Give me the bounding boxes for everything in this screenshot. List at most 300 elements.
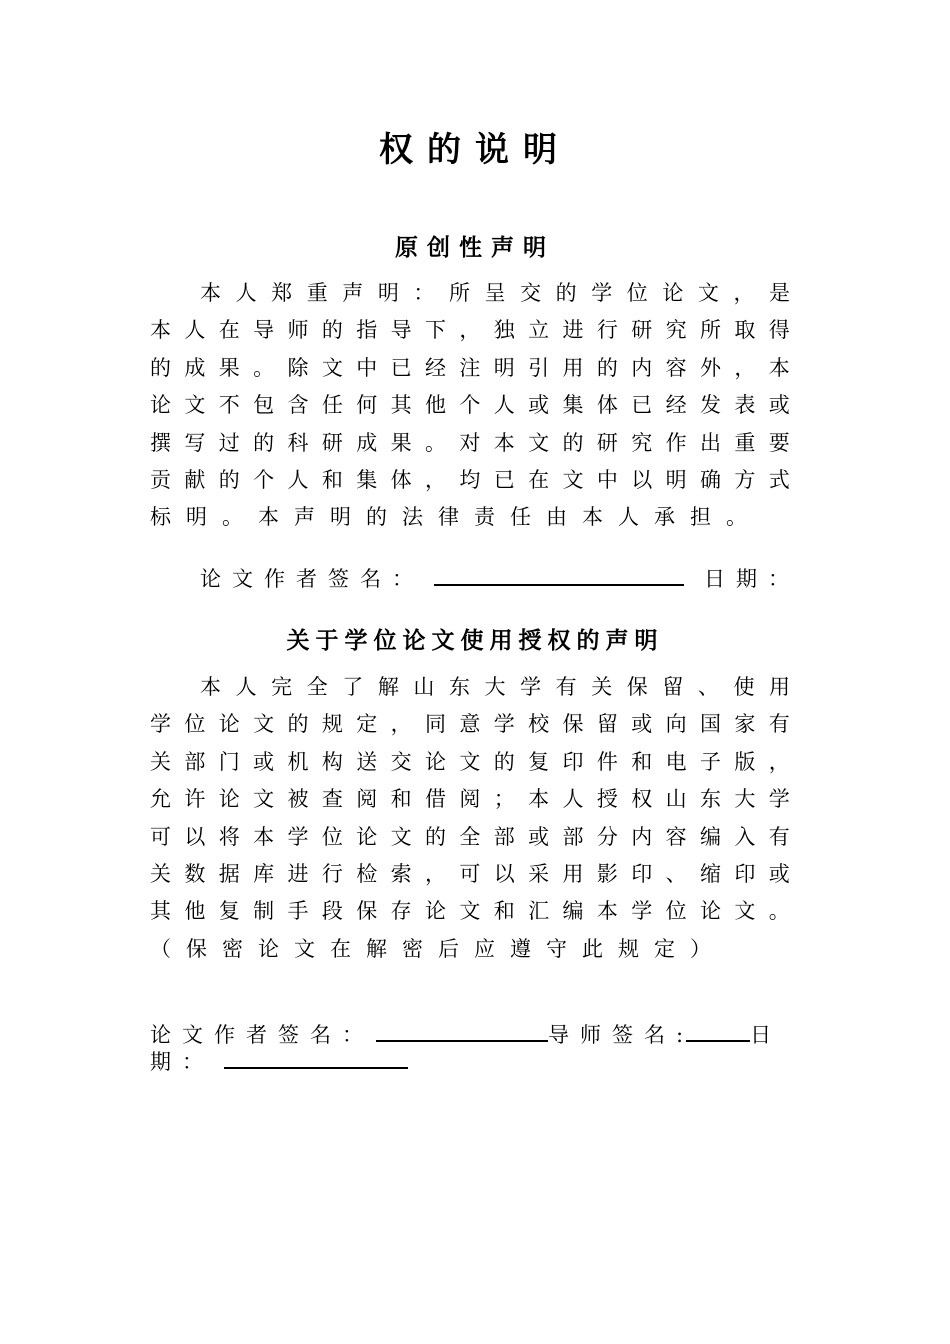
char: 进	[287, 861, 309, 886]
char: 在	[218, 318, 240, 343]
authorization-signature-row	[150, 1020, 771, 1050]
char: 文	[734, 899, 756, 924]
char: 或	[768, 393, 790, 418]
char: 或	[631, 712, 653, 737]
char: 缩	[700, 861, 721, 886]
char: 要	[768, 430, 790, 455]
char: 科	[287, 430, 309, 455]
char: 文	[528, 430, 550, 455]
char: 写	[184, 430, 206, 455]
char: 人	[493, 393, 515, 418]
char: 以	[631, 467, 653, 492]
char: 究	[665, 318, 687, 343]
char: 本	[253, 824, 275, 849]
date-label-part2: 期：	[150, 1050, 214, 1074]
char: 学	[591, 281, 613, 305]
char: 机	[287, 749, 309, 774]
char: 。	[768, 899, 790, 924]
char: 撰	[150, 430, 171, 455]
char: 本	[493, 430, 515, 455]
authorization-date-row	[150, 1047, 408, 1077]
char: 将	[218, 824, 240, 849]
author-signature-label: 论文作者签名：	[150, 1023, 374, 1047]
char: 文	[321, 355, 343, 380]
char: 有	[555, 675, 577, 699]
char: ）	[690, 936, 711, 961]
char: 后	[438, 936, 459, 961]
char: 索	[390, 861, 412, 886]
paragraph-line	[150, 893, 790, 930]
char: ；	[493, 787, 515, 812]
char: 存	[390, 899, 412, 924]
char: 责	[474, 505, 495, 530]
char: 内	[631, 355, 653, 380]
char: 外	[700, 355, 721, 380]
char: 或	[768, 861, 790, 886]
char: 明	[186, 505, 207, 530]
char: 段	[321, 899, 343, 924]
originality-heading: 原创性声明	[395, 234, 555, 261]
char: 担	[690, 505, 711, 530]
char: 留	[662, 675, 684, 699]
originality-paragraph	[150, 275, 790, 537]
char: 学	[768, 787, 790, 812]
char: 留	[596, 712, 618, 737]
author-signature-line	[434, 564, 684, 586]
char: 学	[520, 675, 542, 699]
char: 、	[697, 675, 719, 699]
paragraph-line	[150, 781, 790, 818]
char: 许	[184, 787, 206, 812]
char: 校	[528, 712, 550, 737]
char: 大	[484, 675, 506, 699]
char: 注	[459, 355, 481, 380]
char: 了	[342, 675, 364, 699]
char: 人	[184, 318, 206, 343]
char: 位	[321, 824, 343, 849]
char: 贡	[150, 467, 171, 492]
char: 经	[665, 393, 687, 418]
char: （	[150, 936, 171, 961]
char: 解	[366, 936, 387, 961]
char: 可	[459, 861, 481, 886]
char: 何	[356, 393, 378, 418]
char: 此	[582, 936, 603, 961]
char: ，	[734, 355, 756, 380]
char: 论	[662, 281, 684, 305]
char: 人	[235, 281, 257, 305]
char: 编	[700, 824, 721, 849]
char: 除	[287, 355, 309, 380]
char: 可	[150, 824, 171, 849]
char: 本	[528, 787, 550, 812]
char: 人	[287, 467, 309, 492]
char: 研	[631, 318, 653, 343]
char: 密	[222, 936, 243, 961]
char: 学	[493, 712, 515, 737]
char: 明	[377, 281, 399, 305]
paragraph-line	[150, 744, 790, 781]
char: 的	[425, 824, 446, 849]
char: 子	[700, 749, 721, 774]
char: 论	[425, 749, 446, 774]
paragraph-line	[150, 387, 790, 424]
char: 集	[356, 467, 378, 492]
char: 其	[390, 393, 412, 418]
char: 分	[596, 824, 618, 849]
char: 重	[734, 430, 756, 455]
char: 在	[528, 467, 550, 492]
char: 或	[253, 749, 275, 774]
char: 方	[734, 467, 756, 492]
char: 文	[697, 281, 719, 305]
char: 体	[390, 467, 412, 492]
char: 文	[184, 393, 206, 418]
char: 本	[768, 355, 790, 380]
char: 本	[200, 281, 221, 305]
char: 明	[493, 355, 515, 380]
char: 交	[390, 749, 412, 774]
char: 本	[582, 505, 603, 530]
char: 或	[528, 393, 550, 418]
char: ，	[459, 318, 481, 343]
char: 研	[321, 430, 343, 455]
char: 中	[356, 355, 378, 380]
char: 人	[618, 505, 639, 530]
char: 部	[562, 824, 584, 849]
char: 、	[665, 861, 687, 886]
char: 查	[321, 787, 343, 812]
originality-signature-row	[200, 564, 800, 594]
char: 保	[356, 899, 378, 924]
char: 出	[700, 430, 721, 455]
char: 意	[459, 712, 481, 737]
char: 论	[150, 393, 171, 418]
char: 向	[665, 712, 687, 737]
char: 复	[528, 749, 550, 774]
char: 以	[493, 861, 515, 886]
char: 由	[546, 505, 567, 530]
char: 得	[768, 318, 790, 343]
char: 容	[665, 355, 687, 380]
char: 他	[184, 899, 206, 924]
char: 规	[618, 936, 639, 961]
char: 和	[321, 467, 343, 492]
char: ，	[390, 712, 412, 737]
char: 下	[425, 318, 446, 343]
char: 本	[258, 505, 279, 530]
char: 送	[356, 749, 378, 774]
char: 在	[330, 936, 351, 961]
char: 影	[596, 861, 618, 886]
char: 交	[520, 281, 542, 305]
char: 被	[287, 787, 309, 812]
paragraph-line	[150, 425, 790, 462]
char: 已	[390, 355, 412, 380]
char: 人	[562, 787, 584, 812]
char: 有	[768, 824, 790, 849]
char: 集	[562, 393, 584, 418]
char: 构	[321, 749, 343, 774]
advisor-signature-line	[686, 1020, 750, 1042]
char: 数	[184, 861, 206, 886]
char: 律	[438, 505, 459, 530]
char: 全	[306, 675, 328, 699]
char: 果	[218, 355, 240, 380]
char: 师	[287, 318, 309, 343]
char: 位	[184, 712, 206, 737]
char: 学	[287, 824, 309, 849]
char: 印	[734, 861, 756, 886]
char: 守	[546, 936, 567, 961]
char: 论	[218, 787, 240, 812]
char: 献	[184, 467, 206, 492]
char: 论	[700, 899, 721, 924]
char: 均	[459, 467, 481, 492]
char: 。	[726, 505, 747, 530]
char: 。	[222, 505, 243, 530]
char: 山	[413, 675, 435, 699]
char: 保	[626, 675, 648, 699]
paragraph-line	[150, 312, 790, 349]
char: 经	[425, 355, 446, 380]
char: 部	[184, 749, 206, 774]
char: 文	[390, 824, 412, 849]
paragraph-line	[150, 669, 790, 706]
char: 用	[562, 355, 584, 380]
page-title: 权的说明	[379, 130, 571, 170]
char: 果	[390, 430, 412, 455]
char: 郑	[271, 281, 293, 305]
char: 山	[665, 787, 687, 812]
char: 库	[253, 861, 275, 886]
date-line	[224, 1047, 408, 1069]
char: 遵	[510, 936, 531, 961]
char: 保	[186, 936, 207, 961]
author-signature-line	[376, 1020, 548, 1042]
char: 的	[562, 430, 584, 455]
char: 借	[425, 787, 446, 812]
char: 内	[631, 824, 653, 849]
char: 关	[150, 749, 171, 774]
char: 本	[150, 318, 171, 343]
char: 含	[287, 393, 309, 418]
char: 同	[425, 712, 446, 737]
char: 入	[734, 824, 756, 849]
char: 使	[733, 675, 755, 699]
char: 呈	[484, 281, 506, 305]
char: 论	[218, 712, 240, 737]
char: 发	[700, 393, 721, 418]
authorization-paragraph	[150, 669, 790, 968]
char: 其	[150, 899, 171, 924]
char: 阅	[356, 787, 378, 812]
char: ，	[733, 281, 755, 305]
char: 表	[734, 393, 756, 418]
char: 的	[366, 505, 387, 530]
char: 导	[390, 318, 412, 343]
char: 文	[562, 467, 584, 492]
paragraph-line	[150, 931, 790, 968]
authorization-heading: 关于学位论文使用授权的声明	[286, 627, 664, 654]
char: 关	[591, 675, 613, 699]
char: 保	[562, 712, 584, 737]
paragraph-line	[150, 819, 790, 856]
char: 任	[510, 505, 531, 530]
char: 学	[631, 899, 653, 924]
char: 声	[294, 505, 315, 530]
char: 成	[356, 430, 378, 455]
char: 体	[596, 393, 618, 418]
char: 法	[402, 505, 423, 530]
author-signature-label: 论文作者签名：	[200, 567, 424, 591]
char: 完	[271, 675, 293, 699]
char: ，	[425, 861, 446, 886]
char: 本	[596, 899, 618, 924]
date-label: 日期：	[704, 567, 800, 591]
char: 全	[459, 824, 481, 849]
char: 包	[253, 393, 275, 418]
char: 或	[528, 824, 550, 849]
char: 手	[287, 899, 309, 924]
char: 过	[218, 430, 240, 455]
char: ，	[768, 749, 790, 774]
char: 解	[377, 675, 399, 699]
char: 容	[665, 824, 687, 849]
char: 任	[321, 393, 343, 418]
char: 的	[287, 712, 309, 737]
char: 个	[253, 467, 275, 492]
char: 据	[218, 861, 240, 886]
char: 家	[734, 712, 756, 737]
char: 学	[150, 712, 171, 737]
char: 式	[768, 467, 790, 492]
char: 的	[218, 467, 240, 492]
char: 文	[459, 749, 481, 774]
char: 部	[493, 824, 515, 849]
char: 是	[769, 281, 790, 305]
char: 他	[425, 393, 446, 418]
char: 和	[493, 899, 515, 924]
char: 声	[342, 281, 364, 305]
char: 本	[200, 675, 221, 699]
char: 的	[555, 281, 577, 305]
char: 已	[493, 467, 515, 492]
char: 大	[734, 787, 756, 812]
char: 密	[402, 936, 423, 961]
char: 不	[218, 393, 240, 418]
char: 论	[258, 936, 279, 961]
char: 人	[235, 675, 257, 699]
paragraph-line	[150, 499, 790, 536]
char: 件	[596, 749, 618, 774]
char: 制	[253, 899, 275, 924]
char: 以	[184, 824, 206, 849]
char: 的	[596, 355, 618, 380]
paragraph-line	[150, 275, 790, 312]
char: ：	[413, 281, 435, 305]
char: 导	[253, 318, 275, 343]
char: 采	[528, 861, 550, 886]
paragraph-line	[150, 706, 790, 743]
advisor-signature-label: 导师签名:	[548, 1023, 695, 1047]
char: 关	[150, 861, 171, 886]
char: 。	[253, 355, 275, 380]
char: 行	[321, 861, 343, 886]
char: 指	[356, 318, 378, 343]
char: 阅	[459, 787, 481, 812]
char: 位	[626, 281, 648, 305]
char: 论	[356, 824, 378, 849]
char: 电	[665, 749, 687, 774]
char: 定	[356, 712, 378, 737]
date-label-part1: 日	[750, 1023, 772, 1047]
char: 的	[493, 749, 515, 774]
char: 的	[321, 318, 343, 343]
char: 文	[459, 899, 481, 924]
char: 的	[253, 430, 275, 455]
char: 独	[493, 318, 515, 343]
char: 东	[700, 787, 721, 812]
char: 权	[631, 787, 653, 812]
paragraph-line	[150, 462, 790, 499]
char: 有	[768, 712, 790, 737]
char: 作	[665, 430, 687, 455]
char: 定	[654, 936, 675, 961]
char: 检	[356, 861, 378, 886]
char: 究	[631, 430, 653, 455]
char: 复	[218, 899, 240, 924]
char: 的	[150, 355, 171, 380]
paragraph-line	[150, 856, 790, 893]
char: 重	[306, 281, 328, 305]
char: 允	[150, 787, 171, 812]
char: 授	[596, 787, 618, 812]
char: 和	[631, 749, 653, 774]
char: 规	[321, 712, 343, 737]
char: 进	[562, 318, 584, 343]
char: 引	[528, 355, 550, 380]
char: 汇	[528, 899, 550, 924]
char: 用	[562, 861, 584, 886]
char: 研	[596, 430, 618, 455]
char: 位	[665, 899, 687, 924]
char: 对	[459, 430, 481, 455]
char: 和	[390, 787, 412, 812]
char: 取	[734, 318, 756, 343]
char: 用	[769, 675, 790, 699]
char: 确	[700, 467, 721, 492]
char: 门	[218, 749, 240, 774]
char: 文	[294, 936, 315, 961]
char: 行	[596, 318, 618, 343]
char: 东	[448, 675, 470, 699]
char: 印	[562, 749, 584, 774]
char: ，	[425, 467, 446, 492]
char: 。	[425, 430, 446, 455]
char: 立	[528, 318, 550, 343]
char: 成	[184, 355, 206, 380]
char: 所	[448, 281, 470, 305]
char: 论	[425, 899, 446, 924]
char: 应	[474, 936, 495, 961]
char: 国	[700, 712, 721, 737]
char: 明	[665, 467, 687, 492]
char: 版	[734, 749, 756, 774]
char: 编	[562, 899, 584, 924]
char: 明	[330, 505, 351, 530]
char: 文	[253, 712, 275, 737]
